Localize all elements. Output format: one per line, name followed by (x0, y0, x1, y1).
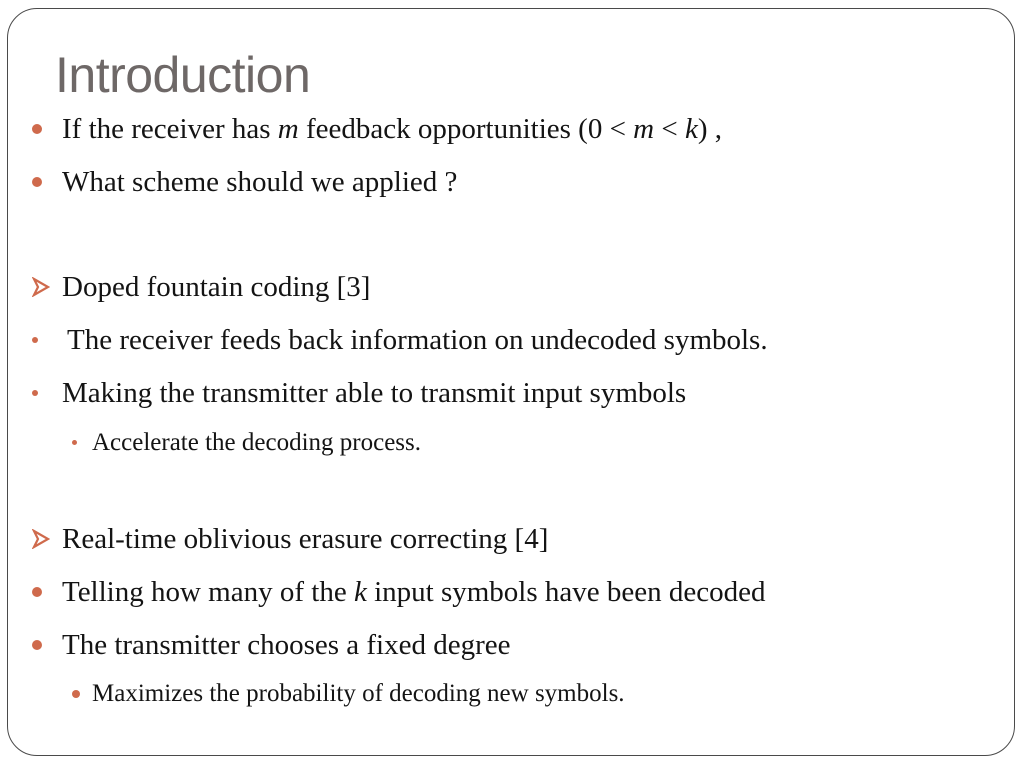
bullet-small-dot-icon (32, 337, 38, 343)
bullet-dot-icon (72, 690, 80, 698)
bullet-small-dot-icon (32, 390, 38, 396)
bullet-text: What scheme should we applied ? (62, 166, 458, 198)
bullet-scheme-question (0, 162, 1000, 202)
bullet-text: Accelerate the decoding process. (92, 429, 422, 456)
bullet-text: The receiver feeds back information on undecoded symbols. (67, 324, 768, 356)
bullet-fixed-degree (0, 625, 1000, 665)
bullet-receiver-feeds-back (0, 320, 1000, 360)
bullet-text: The transmitter chooses a fixed degree (62, 629, 511, 661)
bullet-feedback-opportunities (0, 109, 1000, 149)
bullet-dot-icon (32, 124, 42, 134)
sub-bullet-maximizes-probability (0, 674, 1000, 714)
bullet-text: Doped fountain coding [3] (62, 271, 371, 303)
bullet-text: Telling how many of the k input symbols have been decoded (62, 576, 766, 608)
bullet-doped-fountain-coding (0, 267, 1000, 307)
bullet-real-time-oblivious (0, 519, 1000, 559)
arrow-bullet-icon (32, 277, 50, 297)
bullet-dot-icon (32, 177, 42, 187)
arrow-bullet-icon (32, 529, 50, 549)
bullet-text: Real-time oblivious erasure correcting [4] (62, 523, 549, 555)
bullet-text: Maximizes the probability of decoding new symbols. (92, 680, 625, 707)
slide-title: Introduction (55, 47, 311, 103)
bullet-dot-icon (32, 587, 42, 597)
bullet-dot-icon (32, 640, 42, 650)
bullet-small-dot-icon (72, 440, 77, 445)
bullet-telling-how-many (0, 572, 1000, 612)
bullet-text: If the receiver has m feedback opportunities (0 < m < k) , (62, 113, 723, 145)
bullet-transmit-input-symbols (0, 373, 1000, 413)
sub-bullet-accelerate-decoding (0, 423, 1000, 463)
bullet-text: Making the transmitter able to transmit input symbols (62, 377, 687, 409)
